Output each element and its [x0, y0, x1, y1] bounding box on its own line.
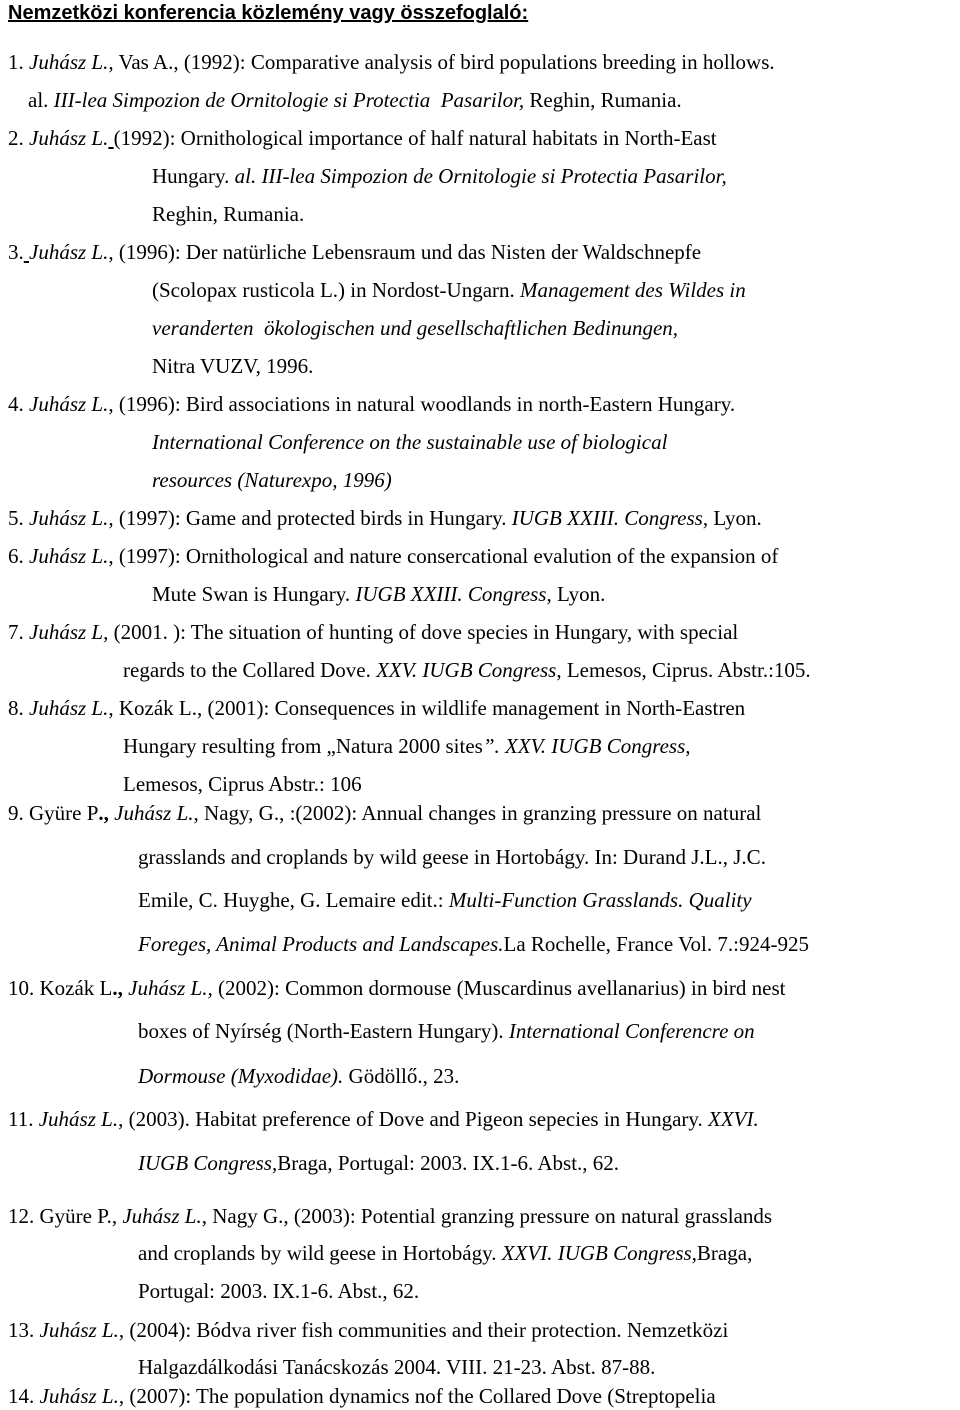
- text-run: La Rochelle, France Vol. 7.:924-925: [503, 932, 809, 956]
- text-run: regards to the Collared Dove.: [123, 658, 377, 682]
- text-run: 6.: [8, 544, 29, 568]
- text-run: 13.: [8, 1318, 40, 1342]
- italic-text: Juhász L.: [114, 801, 194, 825]
- italic-text: Juhász L.: [122, 1204, 202, 1228]
- text-run: 14.: [8, 1384, 40, 1408]
- text-run: Emile, C. Huyghe, G. Lemaire edit.:: [138, 888, 449, 912]
- reference-line: [138, 1151, 619, 1175]
- text-run: grasslands and croplands by wild geese in Hortobágy. In: Durand J.L., J.C.: [138, 845, 766, 869]
- text-run: ,Braga,: [691, 1241, 753, 1265]
- text-run: , (1997): Ornithological and nature consercational evalution of the expansion of: [108, 544, 779, 568]
- text-run: Hungary.: [152, 164, 235, 188]
- reference-line: [8, 801, 761, 825]
- text-run: Gödöllő., 23.: [343, 1064, 460, 1088]
- italic-text: XXVI.: [708, 1107, 759, 1131]
- italic-text: veranderten ökologischen und gesellschaftlichen Bedinungen,: [152, 316, 679, 340]
- reference-line: [138, 888, 752, 912]
- bold-text: .,: [112, 976, 123, 1000]
- text-run: Mute Swan is Hungary.: [152, 582, 356, 606]
- reference-line: [8, 1384, 716, 1408]
- text-run: , (2007): The population dynamics nof the Collared Dove (Streptopelia: [118, 1384, 716, 1408]
- text-run: al.: [28, 88, 54, 112]
- italic-text: Juhász L.: [29, 506, 109, 530]
- reference-line: [8, 1107, 759, 1131]
- bold-text: .,: [98, 801, 109, 825]
- italic-text: Juhász L,: [29, 620, 109, 644]
- reference-line: [138, 1019, 755, 1043]
- italic-text: ”. XXV. IUGB Congress: [482, 734, 686, 758]
- reference-line: [8, 240, 701, 264]
- reference-line: [123, 772, 362, 796]
- reference-line: [138, 1064, 459, 1088]
- reference-line: [8, 392, 735, 416]
- reference-line: [152, 316, 678, 340]
- section-heading: Nemzetközi konferencia közlemény vagy összefoglaló:: [8, 2, 529, 24]
- text-run: , Lemesos, Ciprus. Abstr.:105.: [556, 658, 811, 682]
- italic-text: resources (Naturexpo, 1996): [152, 468, 392, 492]
- reference-line: [152, 468, 392, 492]
- italic-text: Dormouse (Myxodidae).: [138, 1064, 344, 1088]
- italic-text: Juhász L.: [29, 392, 109, 416]
- italic-text: Juhász L.: [29, 50, 109, 74]
- text-run: (2001. ): The situation of hunting of dove species in Hungary, with special: [108, 620, 739, 644]
- text-run: Reghin, Rumania.: [152, 202, 305, 226]
- text-run: (2002): Common dormouse (Muscardinus avellanarius) in bird nest: [212, 976, 786, 1000]
- reference-line: [8, 126, 717, 150]
- text-run: , Lyon.: [546, 582, 606, 606]
- italic-text: XXVI. IUGB Congress: [501, 1241, 692, 1265]
- text-run: , (1996): Bird associations in natural woodlands in north-Eastern Hungary.: [108, 392, 736, 416]
- italic-text: Juhász L.: [29, 126, 109, 150]
- reference-line: [138, 932, 809, 956]
- reference-line: [152, 164, 727, 188]
- text-run: Reghin, Rumania.: [524, 88, 682, 112]
- text-run: Nitra VUZV, 1996.: [152, 354, 314, 378]
- text-run: , (1996): Der natürliche Lebensraum und das Nisten der Waldschnepfe: [108, 240, 702, 264]
- text-run: , Nagy G., (2003): Potential granzing pressure on natural grasslands: [201, 1204, 773, 1228]
- reference-line: [8, 544, 778, 568]
- text-run: Hungary resulting from „Natura 2000 sites: [123, 734, 483, 758]
- reference-line: [8, 50, 775, 74]
- text-run: Lemesos, Ciprus Abstr.: 106: [123, 772, 362, 796]
- text-run: 4.: [8, 392, 29, 416]
- text-run: (Scolopax rusticola L.) in Nordost-Ungarn.: [152, 278, 521, 302]
- reference-line: [152, 582, 605, 606]
- text-run: 5.: [8, 506, 29, 530]
- text-run: ,Braga, Portugal: 2003. IX.1-6. Abst., 62.: [271, 1151, 620, 1175]
- reference-line: [152, 278, 746, 302]
- italic-text: Juhász L.: [39, 1318, 119, 1342]
- italic-text: IUGB XXIII. Congress: [355, 582, 547, 606]
- text-run: , Vas A., (1992): Comparative analysis of bird populations breeding in hollows.: [108, 50, 775, 74]
- reference-line: [152, 430, 667, 454]
- reference-line: [138, 845, 766, 869]
- text-run: 12. Gyüre P.,: [8, 1204, 123, 1228]
- reference-line: [8, 1318, 728, 1342]
- italic-text: Foreges, Animal Products and Landscapes.: [138, 932, 504, 956]
- text-run: , (2004): Bódva river fish communities and their protection. Nemzetközi: [118, 1318, 729, 1342]
- text-run: , Lyon.: [702, 506, 762, 530]
- text-run: , Nagy, G., :(2002): Annual changes in granzing pressure on natural: [193, 801, 762, 825]
- reference-line: [123, 658, 811, 682]
- reference-line: [138, 1279, 419, 1303]
- reference-line: [8, 506, 762, 530]
- italic-text: Juhász L.: [39, 1384, 119, 1408]
- reference-line: [138, 1355, 655, 1379]
- reference-line: [8, 1204, 772, 1228]
- text-run: 10. Kozák L: [8, 976, 113, 1000]
- text-run: 3.: [8, 240, 24, 264]
- text-run: 7.: [8, 620, 29, 644]
- reference-line: [8, 696, 745, 720]
- text-run: , (2003). Habitat preference of Dove and Pigeon sepecies in Hungary.: [118, 1107, 709, 1131]
- text-run: 2.: [8, 126, 29, 150]
- italic-text: IUGB XXIII. Congress: [511, 506, 703, 530]
- text-run: ,: [685, 734, 691, 758]
- reference-line: [28, 88, 682, 112]
- text-run: , (1997): Game and protected birds in Hungary.: [108, 506, 512, 530]
- reference-line: [152, 354, 313, 378]
- reference-line: [123, 734, 691, 758]
- text-run: Halgazdálkodási Tanácskozás 2004. VIII. 21-23. Abst. 87-88.: [138, 1355, 656, 1379]
- italic-text: Management des Wildes in: [520, 278, 746, 302]
- italic-text: Juhász L.: [29, 240, 109, 264]
- reference-line: [8, 976, 785, 1000]
- italic-text: Juhász L.: [29, 544, 109, 568]
- italic-text: III-lea Simpozion de Ornitologie si Protectia Pasarilor,: [53, 88, 525, 112]
- italic-text: Multi-Function Grasslands. Quality: [448, 888, 752, 912]
- text-run: 11.: [8, 1107, 39, 1131]
- italic-text: International Conferencre on: [508, 1019, 755, 1043]
- text-run: (1992): Ornithological importance of half natural habitats in North-East: [113, 126, 717, 150]
- italic-text: Juhász L.: [29, 696, 109, 720]
- italic-text: International Conference on the sustainable use of biological: [152, 430, 668, 454]
- reference-line: [8, 620, 738, 644]
- text-run: Portugal: 2003. IX.1-6. Abst., 62.: [138, 1279, 420, 1303]
- italic-text: IUGB Congress: [138, 1151, 272, 1175]
- text-run: 8.: [8, 696, 29, 720]
- text-run: , Kozák L., (2001): Consequences in wildlife management in North-Eastren: [108, 696, 746, 720]
- italic-text: XXV. IUGB Congress: [376, 658, 557, 682]
- italic-text: Juhász L.,: [128, 976, 213, 1000]
- text-run: 9. Gyüre P: [8, 801, 99, 825]
- italic-text: al. III-lea Simpozion de Ornitologie si Protectia Pasarilor,: [234, 164, 727, 188]
- italic-text: Juhász L.: [38, 1107, 119, 1131]
- text-run: 1.: [8, 50, 29, 74]
- text-run: and croplands by wild geese in Hortobágy.: [138, 1241, 502, 1265]
- reference-line: [138, 1241, 752, 1265]
- reference-line: [152, 202, 304, 226]
- text-run: boxes of Nyírség (North-Eastern Hungary).: [138, 1019, 509, 1043]
